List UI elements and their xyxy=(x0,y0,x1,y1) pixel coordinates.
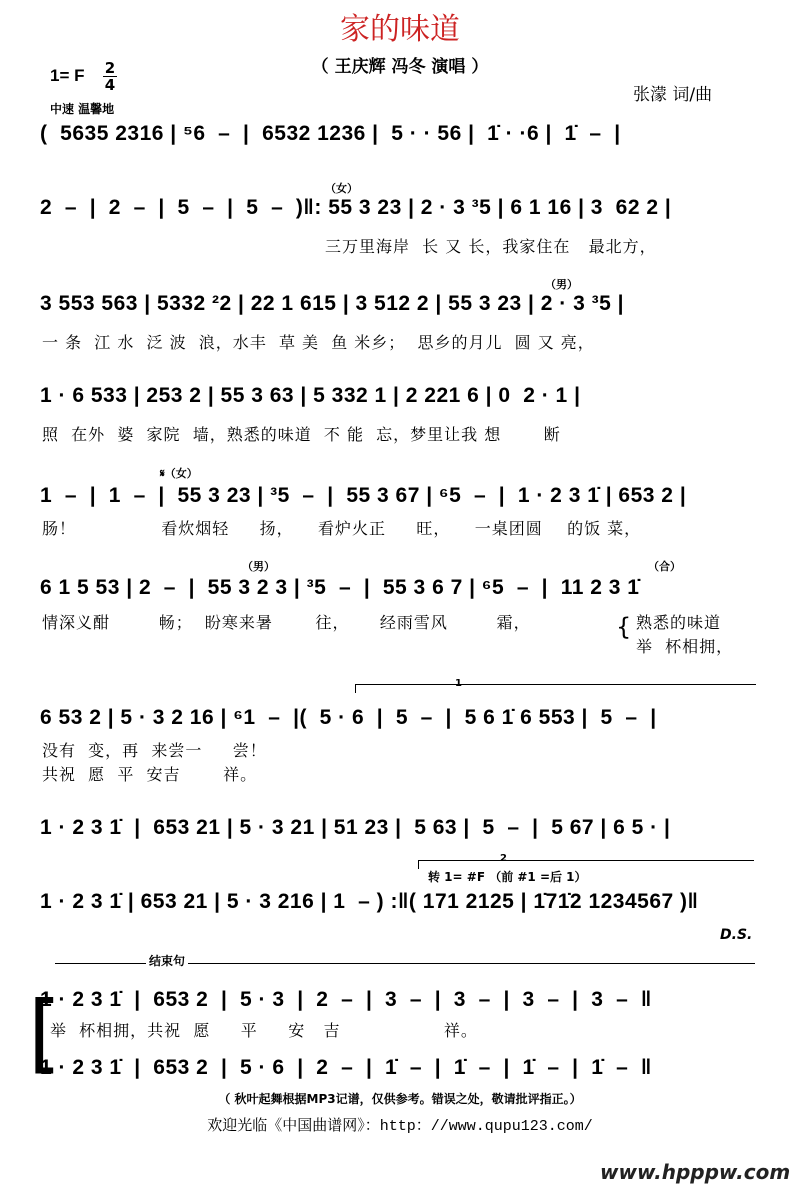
mark-chorus: （合） xyxy=(648,560,681,573)
lyric-line-2: 一 条 江 水 泛 波 浪，水丰 草 美 鱼 米乡； 思乡的月儿 圆 又 亮， xyxy=(42,333,595,352)
site-url-link[interactable]: http：//www.qupu123.com/ xyxy=(379,1118,593,1135)
mark-male-2: （男） xyxy=(242,560,275,573)
site-welcome xyxy=(0,1114,800,1135)
music-line-1: ( 5635 2316 | ⁵6 – | 6532 1236 | 5 · · 56 | 1̇ · ·6 | 1̇ – | xyxy=(40,122,621,145)
music-line-11: 1 · 2 3 1̇ | 653 2 | 5 · 6 | 2 – | 1̇ – | 1̇ – | 1̇ – | 1̇ – ‖ xyxy=(40,1056,652,1079)
music-line-4: 1 · 6 533 | 253 2 | 55 3 63 | 5 332 1 | 2 221 6 | 0 2 · 1 | xyxy=(40,384,581,407)
da-segno: D.S. xyxy=(720,927,753,943)
site-welcome-text: 欢迎光临《中国曲谱网》： xyxy=(207,1116,380,1134)
lyric-line-5: 情深义酣 畅； 盼寒来暑 往， 经雨雪风 霜， xyxy=(42,613,531,632)
lyricist-composer: 张濛 词/曲 xyxy=(633,85,713,105)
ending-brace: [ xyxy=(28,983,62,1083)
lyric-line-6: 没有 变，再 来尝一 尝！ xyxy=(42,741,267,760)
music-line-10: 1 · 2 3 1̇ | 653 2 | 5 · 3 | 2 – | 3 – | 3 – | 3 – | 3 – ‖ xyxy=(40,988,652,1011)
brace-small: { xyxy=(616,613,632,641)
watermark: www.hpppw.com xyxy=(600,1160,791,1184)
music-line-7: 6 53 2 | 5 · 3 2 16 | ⁶1 – |( 5 · 6 | 5 – | 5 6 1̇ 6 553 | 5 – | xyxy=(40,706,657,729)
time-sig-bottom: 4 xyxy=(104,76,116,94)
music-line-3: 3 553 563 | 5332 ²2 | 22 1 615 | 3 512 2 | 55 3 23 | 2 · 3 ³5 | xyxy=(40,292,624,315)
lyric-line-3: 照 在外 婆 家院 墙，熟悉的味道 不 能 忘，梦里让我 想 断 xyxy=(42,425,561,444)
lyric-verse-a: 熟悉的味道 xyxy=(636,613,722,632)
lyric-line-8: 举 杯相拥，共祝 愿 平 安 吉 祥。 xyxy=(50,1021,478,1040)
song-title: 家的味道 xyxy=(340,12,460,47)
transcription-note: （ 秋叶起舞根据MP3记谱，仅供参考。错误之处，敬请批评指正。） xyxy=(218,1092,582,1106)
modulation-mark: 转 1= #F （前 #1 =后 1） xyxy=(428,870,587,884)
volta-bracket-1 xyxy=(355,684,756,693)
music-line-2: 2 – | 2 – | 5 – | 5 – )‖: 55 3 23 | 2 · 3 ³5 | 6 1 16 | 3 62 2 | xyxy=(40,196,672,219)
mark-male-1: （男） xyxy=(545,278,578,291)
tempo-marking: 中速 温馨地 xyxy=(50,102,115,116)
music-line-5: 1 – | 1 – | 55 3 23 | ³5 – | 55 3 67 | ⁶5 – | 1 · 2 3 1̇ | 653 2 | xyxy=(40,484,687,507)
singers-line: （ 王庆辉 冯冬 演唱 ） xyxy=(311,57,489,77)
time-sig-top: 2 xyxy=(104,59,116,77)
volta-number-1: 1 xyxy=(455,678,462,689)
lyric-line-1: 三万里海岸 长 又 长，我家住在 最北方， xyxy=(325,237,657,256)
lyric-line-4: 肠！ 看炊烟轻 扬， 看炉火正 旺， 一桌团圆 的饭 菜， xyxy=(42,519,642,538)
lyric-verse-b: 举 杯相拥， xyxy=(636,637,734,656)
time-signature xyxy=(103,60,117,93)
music-line-8: 1 · 2 3 1̇ | 653 21 | 5 · 3 21 | 51 23 | 5 63 | 5 – | 5 67 | 6 5 · | xyxy=(40,816,671,839)
key-signature: 1= F xyxy=(50,66,85,85)
lyric-line-7: 共祝 愿 平 安吉 祥。 xyxy=(42,765,258,784)
ending-label: 结束句 xyxy=(146,952,188,969)
volta-number-2: 2 xyxy=(500,853,507,864)
mark-segno-female: 𝄋（女） xyxy=(160,467,198,480)
music-line-6: 6 1 5 53 | 2 – | 55 3 2 3 | ³5 – | 55 3 6 7 | ⁶5 – | 11 2 3 1̇ xyxy=(40,576,640,599)
music-line-9: 1 · 2 3 1̇ | 653 21 | 5 · 3 216 | 1 – ) :‖( 171 2125 | 1̇71̇2 1234567 )‖ xyxy=(40,890,699,913)
mark-female-1: （女） xyxy=(325,182,358,195)
